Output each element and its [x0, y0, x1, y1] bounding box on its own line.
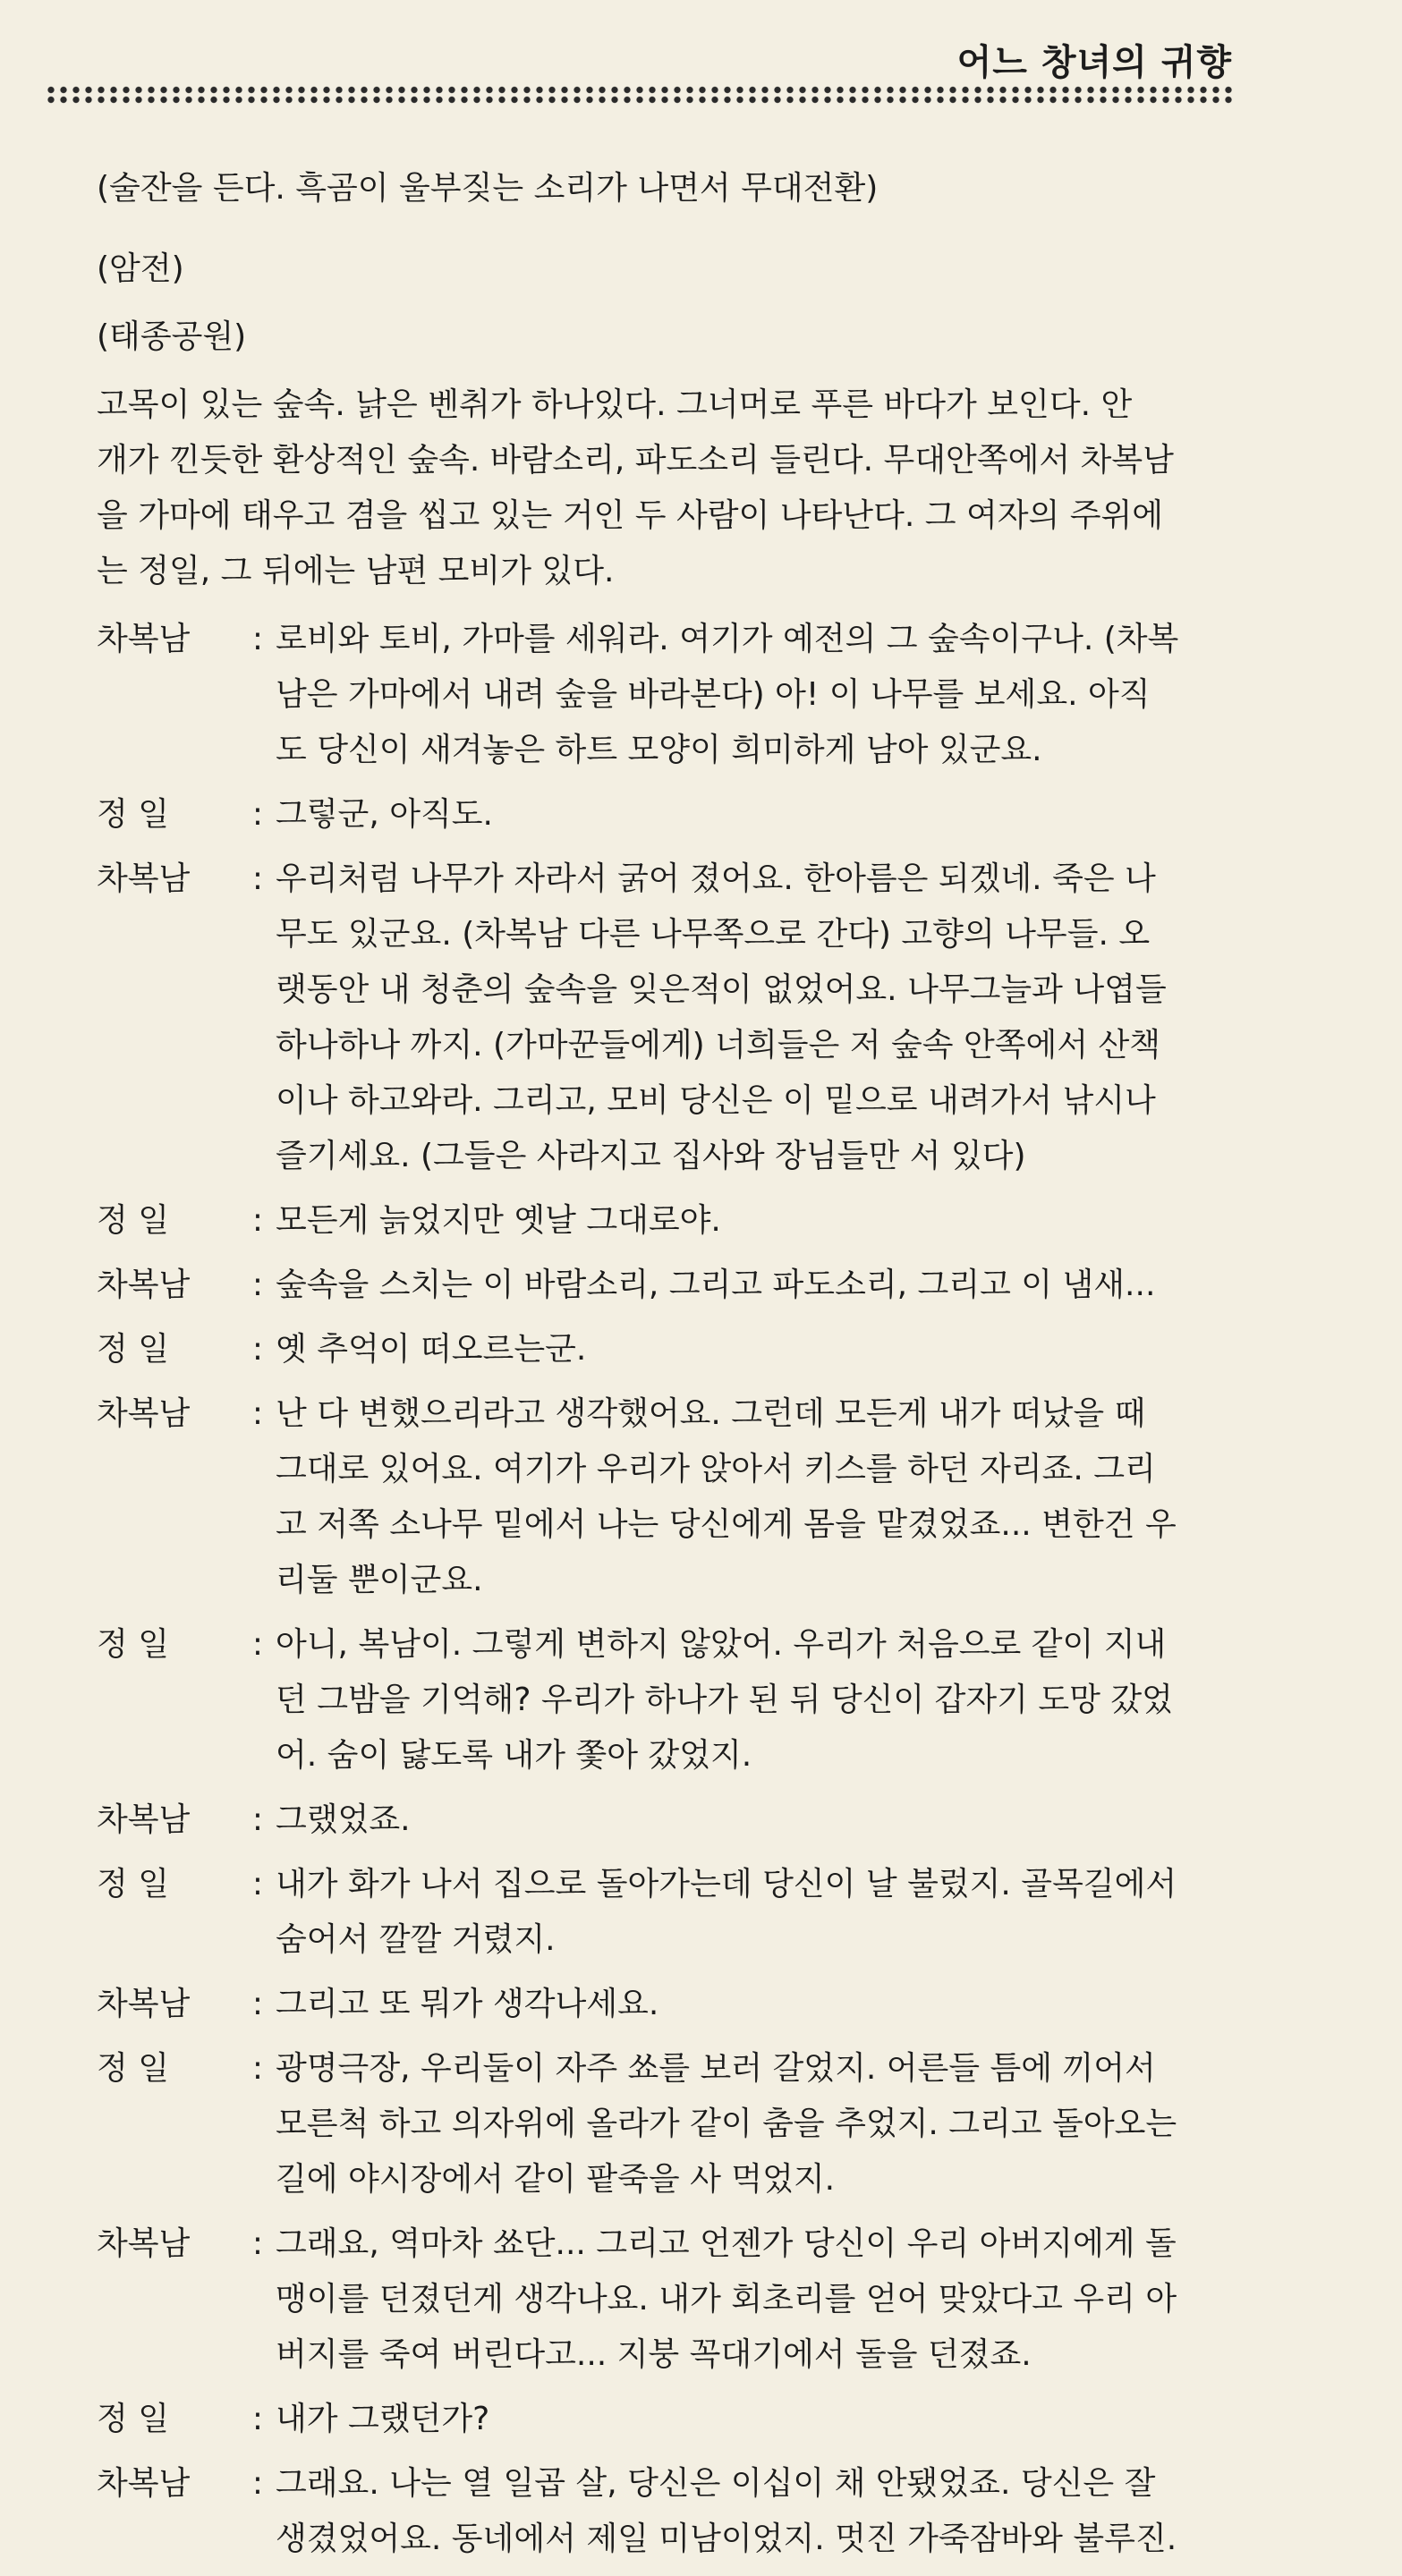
speaker-colon: :: [251, 1267, 264, 1303]
dialogue-block: [97, 612, 1233, 778]
speaker-name: 차복남: [97, 860, 191, 897]
dialogue-line: 무도 있군요. (차복남 다른 나무쪽으로 간다) 고향의 나무들. 오: [276, 916, 1151, 953]
dialogue-text: [276, 852, 1233, 1184]
dialogue-line: 난 다 변했으리라고 생각했어요. 그런데 모든게 내가 떠났을 때: [276, 1395, 1146, 1432]
dialogue-text: [276, 1792, 1233, 1848]
speaker-name: 정 일: [97, 1866, 169, 1902]
dialogue-block: [97, 1193, 1233, 1249]
speaker-name: 차복남: [97, 2465, 191, 2502]
dialogue-line: 던 그밤을 기억해? 우리가 하나가 된 뒤 당신이 갑자기 도망 갔었: [276, 1682, 1173, 1718]
dialogue-block: [97, 1386, 1233, 1608]
dialogue-text: [276, 1617, 1233, 1784]
speaker-colon: :: [251, 2401, 264, 2437]
dialogue-text: [276, 2216, 1233, 2383]
speaker-name: 정 일: [97, 2050, 169, 2087]
dialogue-line: 하나하나 까지. (가마꾼들에게) 너희들은 저 숲속 안쪽에서 산책: [276, 1027, 1161, 1063]
stage-direction: (술잔을 든다. 흑곰이 울부짖는 소리가 나면서 무대전환): [97, 170, 879, 207]
dialogue-text: [276, 1977, 1233, 2032]
description-line: 을 가마에 태우고 겸을 씹고 있는 거인 두 사람이 나타난다. 그 여자의 주위에: [97, 497, 1164, 534]
dialogue-line: 그리고 또 뭐가 생각나세요.: [276, 1986, 659, 2022]
dialogue-line: 그래요. 나는 열 일곱 살, 당신은 이십이 채 안됐었죠. 당신은 잘: [276, 2465, 1156, 2502]
speaker-name: 정 일: [97, 796, 169, 833]
dialogue-line: 어. 숨이 닳도록 내가 쫓아 갔었지.: [276, 1737, 752, 1774]
dialogue-line: 버지를 죽여 버린다고... 지붕 꼭대기에서 돌을 던졌죠.: [276, 2336, 1032, 2373]
speaker-name: 차복남: [97, 2225, 191, 2262]
description-line: 는 정일, 그 뒤에는 남편 모비가 있다.: [97, 553, 615, 589]
dialogue-line: 옛 추억이 떠오르는군.: [276, 1331, 587, 1368]
dialogue-block: [97, 1977, 1233, 2032]
speaker-colon: :: [251, 621, 264, 657]
speaker-colon: :: [251, 796, 264, 833]
dialogue-line: 맹이를 던졌던게 생각나요. 내가 회초리를 얻어 맞았다고 우리 아: [276, 2281, 1177, 2318]
dialogue-block: [97, 2041, 1233, 2207]
dialogue-text: [276, 1322, 1233, 1377]
description-line: 고목이 있는 숲속. 낡은 벤취가 하나있다. 그너머로 푸른 바다가 보인다. 안: [97, 386, 1133, 423]
dialogue-text: [276, 2041, 1233, 2207]
dialogue-line: 그렇군, 아직도.: [276, 796, 493, 833]
dialogue-line: 그대로 있어요. 여기가 우리가 앉아서 키스를 하던 자리죠. 그리: [276, 1451, 1156, 1487]
dialogue-line: 아니, 복남이. 그렇게 변하지 않았어. 우리가 처음으로 같이 지내: [276, 1626, 1167, 1663]
dialogue-text: [276, 612, 1233, 778]
speaker-name: 차복남: [97, 621, 191, 657]
dialogue-text: [276, 1857, 1233, 1968]
dialogue-block: [97, 1792, 1233, 1848]
speaker-name: 정 일: [97, 1202, 169, 1239]
speaker-colon: :: [251, 2225, 264, 2262]
speaker-name: 차복남: [97, 1267, 191, 1303]
dialogue-line: 우리처럼 나무가 자라서 굵어 졌어요. 한아름은 되겠네. 죽은 나: [276, 860, 1156, 897]
dialogue-line: 남은 가마에서 내려 숲을 바라본다) 아! 이 나무를 보세요. 아직: [276, 676, 1151, 713]
speaker-name: 차복남: [97, 1395, 191, 1432]
dialogue-line: 도 당신이 새겨놓은 하트 모양이 희미하게 남아 있군요.: [276, 732, 1042, 768]
running-header-title: 어느 창녀의 귀향: [956, 42, 1232, 83]
dialogue-line: 생겼었어요. 동네에서 제일 미남이었지. 멋진 가죽잠바와 불루진.: [276, 2521, 1177, 2557]
dialogue-line: 그래요, 역마차 쑈단... 그리고 언젠가 당신이 우리 아버지에게 돌: [276, 2225, 1177, 2262]
dialogue-line: 숨어서 깔깔 거렸지.: [276, 1921, 556, 1958]
dialogue-line: 리둘 뿐이군요.: [276, 1562, 483, 1598]
dialogue-block: [97, 1857, 1233, 1968]
dialogue-text: [276, 2392, 1233, 2447]
description-line: 개가 낀듯한 환상적인 숲속. 바람소리, 파도소리 들린다. 무대안쪽에서 차복남: [97, 442, 1174, 479]
dialogue-block: [97, 2392, 1233, 2447]
speaker-colon: :: [251, 860, 264, 897]
speaker-colon: :: [251, 2465, 264, 2502]
dialogue-line: 그랬었죠.: [276, 1801, 411, 1838]
speaker-colon: :: [251, 1866, 264, 1902]
dialogue-text: [276, 1386, 1233, 1608]
dialogue-line: 이나 하고와라. 그리고, 모비 당신은 이 밑으로 내려가서 낚시나: [276, 1082, 1156, 1119]
dialogue-line: 내가 그랬던가?: [276, 2401, 490, 2437]
speaker-name: 차복남: [97, 1986, 191, 2022]
dialogue-line: 고 저쪽 소나무 밑에서 나는 당신에게 몸을 맡겼었죠... 변한건 우: [276, 1506, 1177, 1543]
dialogue-block: [97, 1322, 1233, 1377]
dialogue-text: [276, 1258, 1233, 1313]
speaker-colon: :: [251, 1202, 264, 1239]
speaker-name: 정 일: [97, 1626, 169, 1663]
dialogue-line: 광명극장, 우리둘이 자주 쑈를 보러 갈었지. 어른들 틈에 끼어서: [276, 2050, 1156, 2087]
dialogue-text: [276, 1193, 1233, 1249]
speaker-colon: :: [251, 1331, 264, 1368]
dialogue-block: [97, 2216, 1233, 2383]
speaker-colon: :: [251, 1801, 264, 1838]
dialogue-line: 모든게 늙었지만 옛날 그대로야.: [276, 1202, 721, 1239]
speaker-name: 정 일: [97, 2401, 169, 2437]
dialogue-block: [97, 787, 1233, 843]
dialogue-block: [97, 2456, 1233, 2567]
speaker-colon: :: [251, 2050, 264, 2087]
scene-location: (태종공원): [97, 318, 247, 355]
dialogue-line: 로비와 토비, 가마를 세워라. 여기가 예전의 그 숲속이구나. (차복: [276, 621, 1179, 657]
stage-direction-blackout: (암전): [97, 250, 184, 287]
dialogue-line: 숲속을 스치는 이 바람소리, 그리고 파도소리, 그리고 이 냄새...: [276, 1267, 1156, 1303]
dialogue-line: 모른척 하고 의자위에 올라가 같이 춤을 추었지. 그리고 돌아오는: [276, 2106, 1177, 2142]
dialogue-block: [97, 1258, 1233, 1313]
dialogue-text: [276, 2456, 1233, 2567]
dialogue-line: 내가 화가 나서 집으로 돌아가는데 당신이 날 불렀지. 골목길에서: [276, 1866, 1177, 1902]
dialogue-line: 즐기세요. (그들은 사라지고 집사와 장님들만 서 있다): [276, 1138, 1026, 1174]
dialogue-line: 길에 야시장에서 같이 팥죽을 사 먹었지.: [276, 2161, 836, 2198]
page-content: [97, 161, 1233, 2576]
speaker-name: 정 일: [97, 1331, 169, 1368]
dialogue-block: [97, 1617, 1233, 1784]
scene-description: [97, 377, 1233, 599]
speaker-colon: :: [251, 1986, 264, 2022]
speaker-colon: :: [251, 1626, 264, 1663]
dotted-rule: [45, 85, 1236, 105]
speaker-name: 차복남: [97, 1801, 191, 1838]
dialogue-block: [97, 852, 1233, 1184]
speaker-colon: :: [251, 1395, 264, 1432]
dialogue-line: 랫동안 내 청춘의 숲속을 잊은적이 없었어요. 나무그늘과 나엽들: [276, 971, 1167, 1008]
dialogue-text: [276, 787, 1233, 843]
